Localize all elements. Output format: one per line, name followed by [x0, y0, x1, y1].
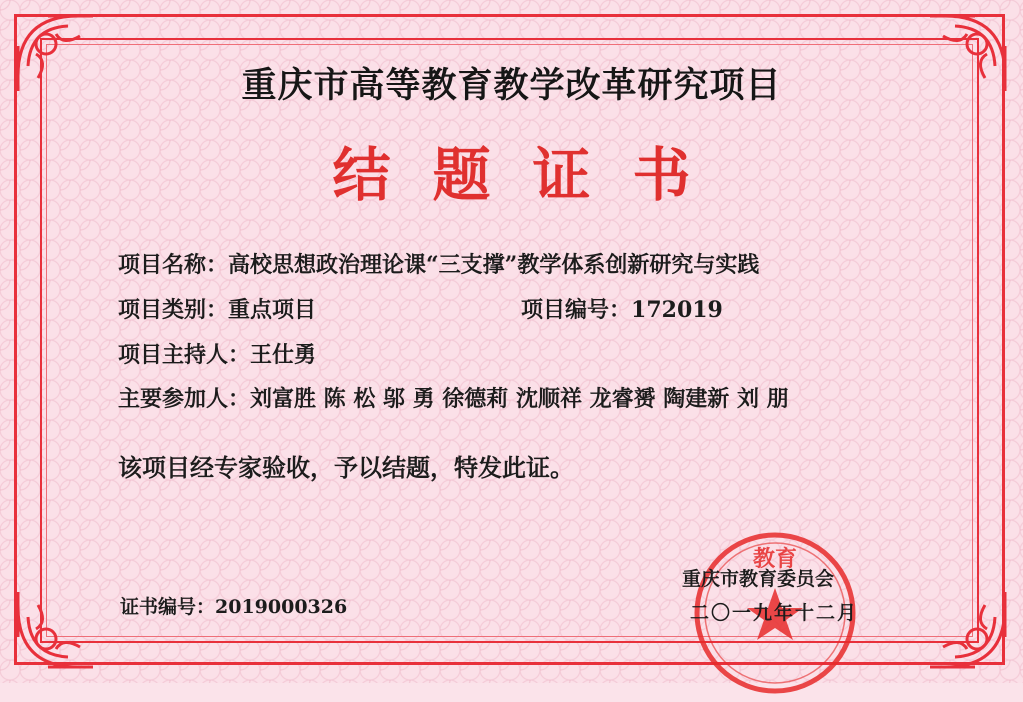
corner-ornament-icon [905, 587, 1015, 677]
certificate-number-row [120, 592, 347, 619]
cert-no-value: 2019000326 [215, 596, 348, 618]
project-number-label: 项目编号： [521, 297, 632, 323]
issuer-name: 重庆市教育委员会 [682, 568, 835, 590]
certificate-subtitle: 结题证书 [332, 141, 733, 209]
participants-value: 刘富胜 陈 松 邬 勇 徐德莉 沈顺祥 龙睿赟 陶建新 刘 朋 [250, 386, 789, 412]
certificate-title: 重庆市高等教育教学改革研究项目 [241, 66, 782, 106]
category-row [118, 293, 316, 324]
participants-label: 主要参加人： [118, 386, 251, 412]
project-number-value: 172019 [631, 297, 723, 323]
seal-text: 教育 [752, 546, 798, 572]
certification-statement: 该项目经专家验收，予以结题，特发此证。 [118, 453, 574, 482]
host-label: 项目主持人： [118, 342, 251, 368]
category-label: 项目类别： [118, 297, 229, 323]
participants-row [118, 382, 789, 413]
corner-ornament-icon [8, 587, 118, 677]
issue-date: 二〇一九年十二月 [690, 602, 859, 624]
host-row [118, 338, 316, 369]
host-value: 王仕勇 [250, 342, 317, 368]
project-name-label: 项目名称： [118, 252, 229, 278]
project-name-value: 高校思想政治理论课“三支撑”教学体系创新研究与实践 [228, 252, 760, 278]
cert-no-label: 证书编号： [120, 596, 216, 618]
category-value: 重点项目 [228, 297, 317, 323]
project-name-row [118, 248, 759, 279]
project-number-row [521, 293, 723, 324]
